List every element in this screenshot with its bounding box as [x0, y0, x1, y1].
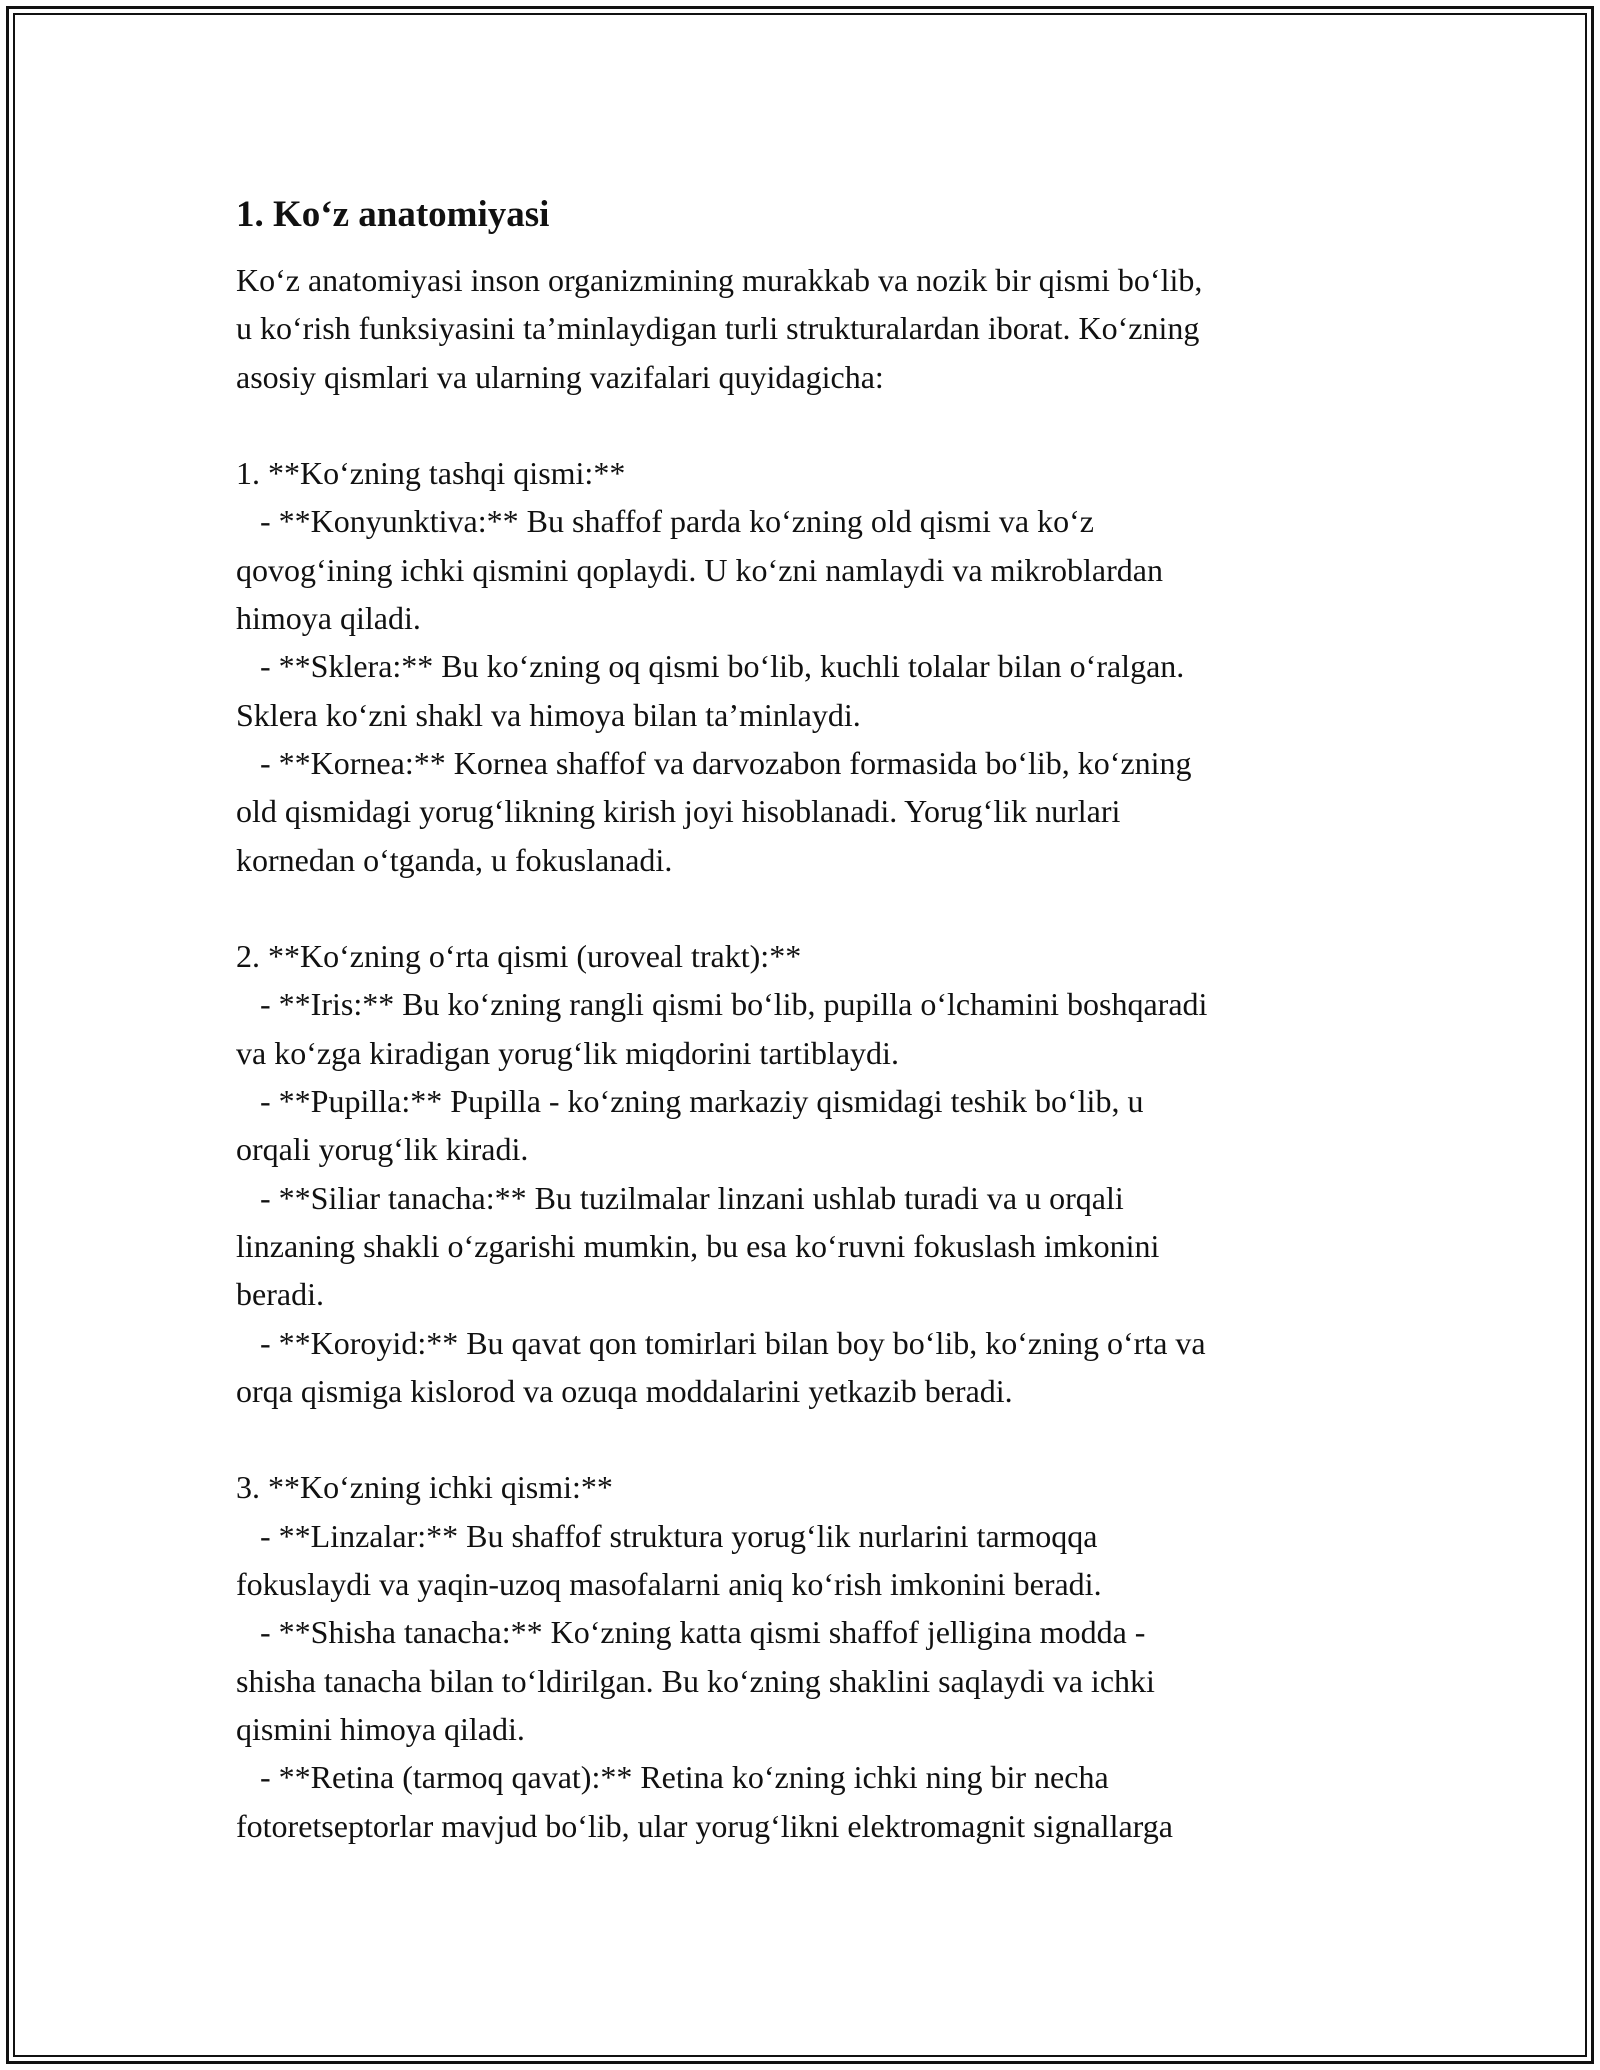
intro-paragraph	[236, 256, 1396, 401]
section-line: beradi.	[236, 1276, 324, 1313]
section-line: - **Sklera:** Bu ko‘zning oq qismi bo‘lib, kuchli tolalar bilan o‘ralgan.	[236, 648, 1185, 685]
section-line: qovog‘ining ichki qismini qoplaydi. U ko‘zni namlaydi va mikroblardan	[236, 551, 1163, 588]
section-outer-part	[236, 449, 1396, 884]
section-line: orqali yorug‘lik kiradi.	[236, 1131, 529, 1168]
section-line: old qismidagi yorug‘likning kirish joyi hisoblanadi. Yorug‘lik nurlari	[236, 793, 1121, 830]
section-line: himoya qiladi.	[236, 600, 421, 637]
section-heading: 2. **Ko‘zning o‘rta qismi (uroveal trakt):**	[236, 938, 802, 975]
section-line: - **Retina (tarmoq qavat):** Retina ko‘zning ichki ning bir necha	[236, 1759, 1109, 1796]
section-line: fokuslaydi va yaqin-uzoq masofalarni aniq ko‘rish imkonini beradi.	[236, 1566, 1102, 1603]
section-line: - **Linzalar:** Bu shaffof struktura yorug‘lik nurlarini tarmoqqa	[236, 1517, 1098, 1554]
section-line: shisha tanacha bilan to‘ldirilgan. Bu ko‘zning shaklini saqlaydi va ichki	[236, 1662, 1155, 1699]
section-line: - **Kornea:** Kornea shaffof va darvozabon formasida bo‘lib, ko‘zning	[236, 744, 1192, 781]
paragraph-spacer	[236, 401, 1396, 449]
section-line: - **Shisha tanacha:** Ko‘zning katta qismi shaffof jelligina modda -	[236, 1614, 1146, 1651]
section-heading: 1. **Ko‘zning tashqi qismi:**	[236, 455, 626, 492]
section-line: orqa qismiga kislorod va ozuqa moddalarini yetkazib beradi.	[236, 1372, 1013, 1409]
section-inner-part	[236, 1463, 1396, 1849]
section-line: va ko‘zga kiradigan yorug‘lik miqdorini tartiblaydi.	[236, 1034, 899, 1071]
section-line: - **Konyunktiva:** Bu shaffof parda ko‘zning old qismi va ko‘z	[236, 503, 1094, 540]
section-line: - **Pupilla:** Pupilla - ko‘zning markaziy qismidagi teshik bo‘lib, u	[236, 1083, 1144, 1120]
intro-line: Ko‘z anatomiyasi inson organizmining murakkab va nozik bir qismi bo‘lib,	[236, 262, 1203, 298]
section-line: kornedan o‘tganda, u fokuslanadi.	[236, 841, 673, 878]
section-line: linzaning shakli o‘zgarishi mumkin, bu esa ko‘ruvni fokuslash imkonini	[236, 1227, 1160, 1264]
paragraph-spacer	[236, 884, 1396, 932]
section-line: qismini himoya qiladi.	[236, 1710, 525, 1747]
section-line: - **Siliar tanacha:** Bu tuzilmalar linzani ushlab turadi va u orqali	[236, 1179, 1124, 1216]
section-line: - **Iris:** Bu ko‘zning rangli qismi bo‘lib, pupilla o‘lchamini boshqaradi	[236, 986, 1208, 1023]
section-heading: 3. **Ko‘zning ichki qismi:**	[236, 1469, 613, 1506]
section-line: Sklera ko‘zni shakl va himoya bilan ta’minlaydi.	[236, 696, 861, 733]
intro-line: asosiy qismlari va ularning vazifalari quyidagicha:	[236, 358, 884, 395]
intro-line: u ko‘rish funksiyasini ta’minlaydigan turli strukturalardan iborat. Ko‘zning	[236, 310, 1200, 347]
document-body	[236, 188, 1396, 1850]
document-title: 1. Ko‘z anatomiyasi	[236, 194, 550, 235]
section-middle-part	[236, 932, 1396, 1415]
section-line: - **Koroyid:** Bu qavat qon tomirlari bilan boy bo‘lib, ko‘zning o‘rta va	[236, 1324, 1206, 1361]
section-line: fotoretseptorlar mavjud bo‘lib, ular yorug‘likni elektromagnit signallarga	[236, 1807, 1173, 1844]
paragraph-spacer	[236, 1415, 1396, 1463]
